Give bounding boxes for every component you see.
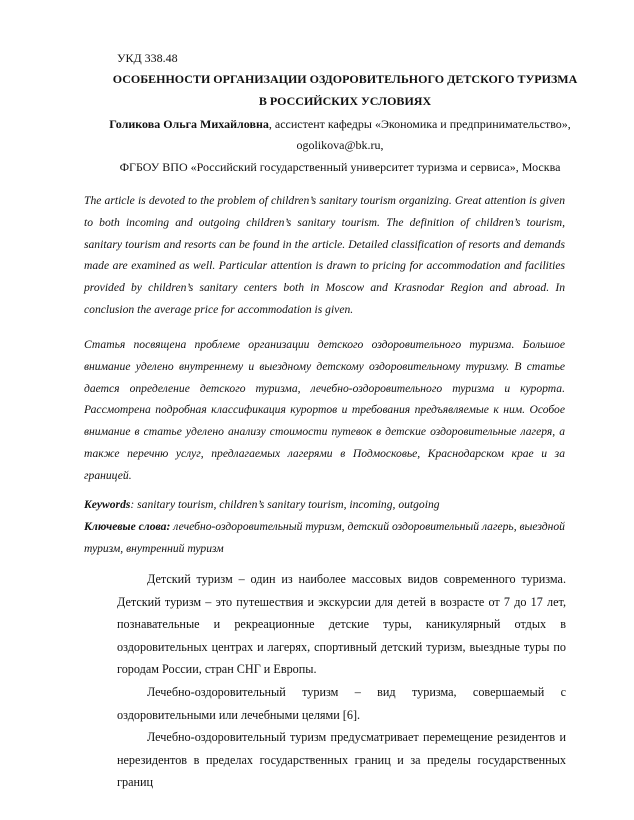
author-name: Голикова Ольга Михайловна: [109, 117, 269, 131]
article-title-line-2: В РОССИЙСКИХ УСЛОВИЯХ: [258, 94, 432, 108]
body-paragraph: Лечебно-оздоровительный туризм – вид туризма, совершаемый с оздоровительными или лечебными целями [6].: [117, 684, 566, 722]
body-paragraph: Лечебно-оздоровительный туризм предусматривает перемещение резидентов и нерезидентов в пределах государственных границ и за пределы государственных границ: [117, 730, 566, 790]
author-email: ogolikova@bk.ru,: [296, 138, 384, 152]
article-title-line-1: ОСОБЕННОСТИ ОРГАНИЗАЦИИ ОЗДОРОВИТЕЛЬНОГО ДЕТСКОГО ТУРИЗМА: [112, 72, 578, 86]
author-affiliation: ФГБОУ ВПО «Российский государственный университет туризма и сервиса», Москва: [119, 160, 561, 174]
author-line: [80, 117, 600, 132]
keywords-en-text: : sanitary tourism, children’s sanitary tourism, incoming, outgoing: [130, 498, 440, 511]
keywords-russian: [84, 516, 565, 560]
abstract-english: The article is devoted to the problem of children’s sanitary tourism organizing. Great attention is given to both incoming and outgoing children’s sanitary tourism. The definition of children’s tourism, sanitary tourism and resorts can be found in the article. Detailed classification of resorts and demands made are examined as well. Particular attention is drawn to pricing for accommodation and facilities provided by children’s sanitary centers both in Moscow and Krasnodar Region and abroad. In conclusion the average price for accommodation is given.: [84, 194, 565, 316]
keywords-en-label: Keywords: [84, 498, 131, 511]
body-text: [117, 568, 566, 794]
keywords-english: [84, 494, 565, 516]
udc-code: УКД 338.48: [117, 51, 178, 65]
author-position: , ассистент кафедры «Экономика и предпринимательство»,: [268, 117, 571, 131]
body-paragraph: Детский туризм – один из наиболее массовых видов современного туризма. Детский туризм – это путешествия и экскурсии для детей в возрасте от 7 до 17 лет, познавательные и рекреационные детские туры, каникулярный отдых в оздоровительных центрах и лагерях, спортивный детский туризм, выездные туры по городам России, стран СНГ и Европы.: [117, 572, 566, 677]
keywords-ru-text: лечебно-оздоровительный туризм, детский оздоровительный лагерь, выездной туризм, внутренний туризм: [84, 520, 565, 555]
abstract-russian: Статья посвящена проблеме организации детского оздоровительного туризма. Большое внимание уделено внутреннему и выездному детскому оздоровительному туризму. В статье дается определение детского туризма, лечебно-оздоровительного туризма и курорта. Рассмотрена подробная классификация курортов и требования предъявляемые к ним. Особое внимание в статье уделено анализу стоимости путевок в детские оздоровительные лагеря, а также перечню услуг, предлагаемых лагерями в Подмосковье, Краснодарском крае и за границей.: [84, 338, 565, 482]
keywords-ru-label: Ключевые слова:: [84, 520, 171, 533]
